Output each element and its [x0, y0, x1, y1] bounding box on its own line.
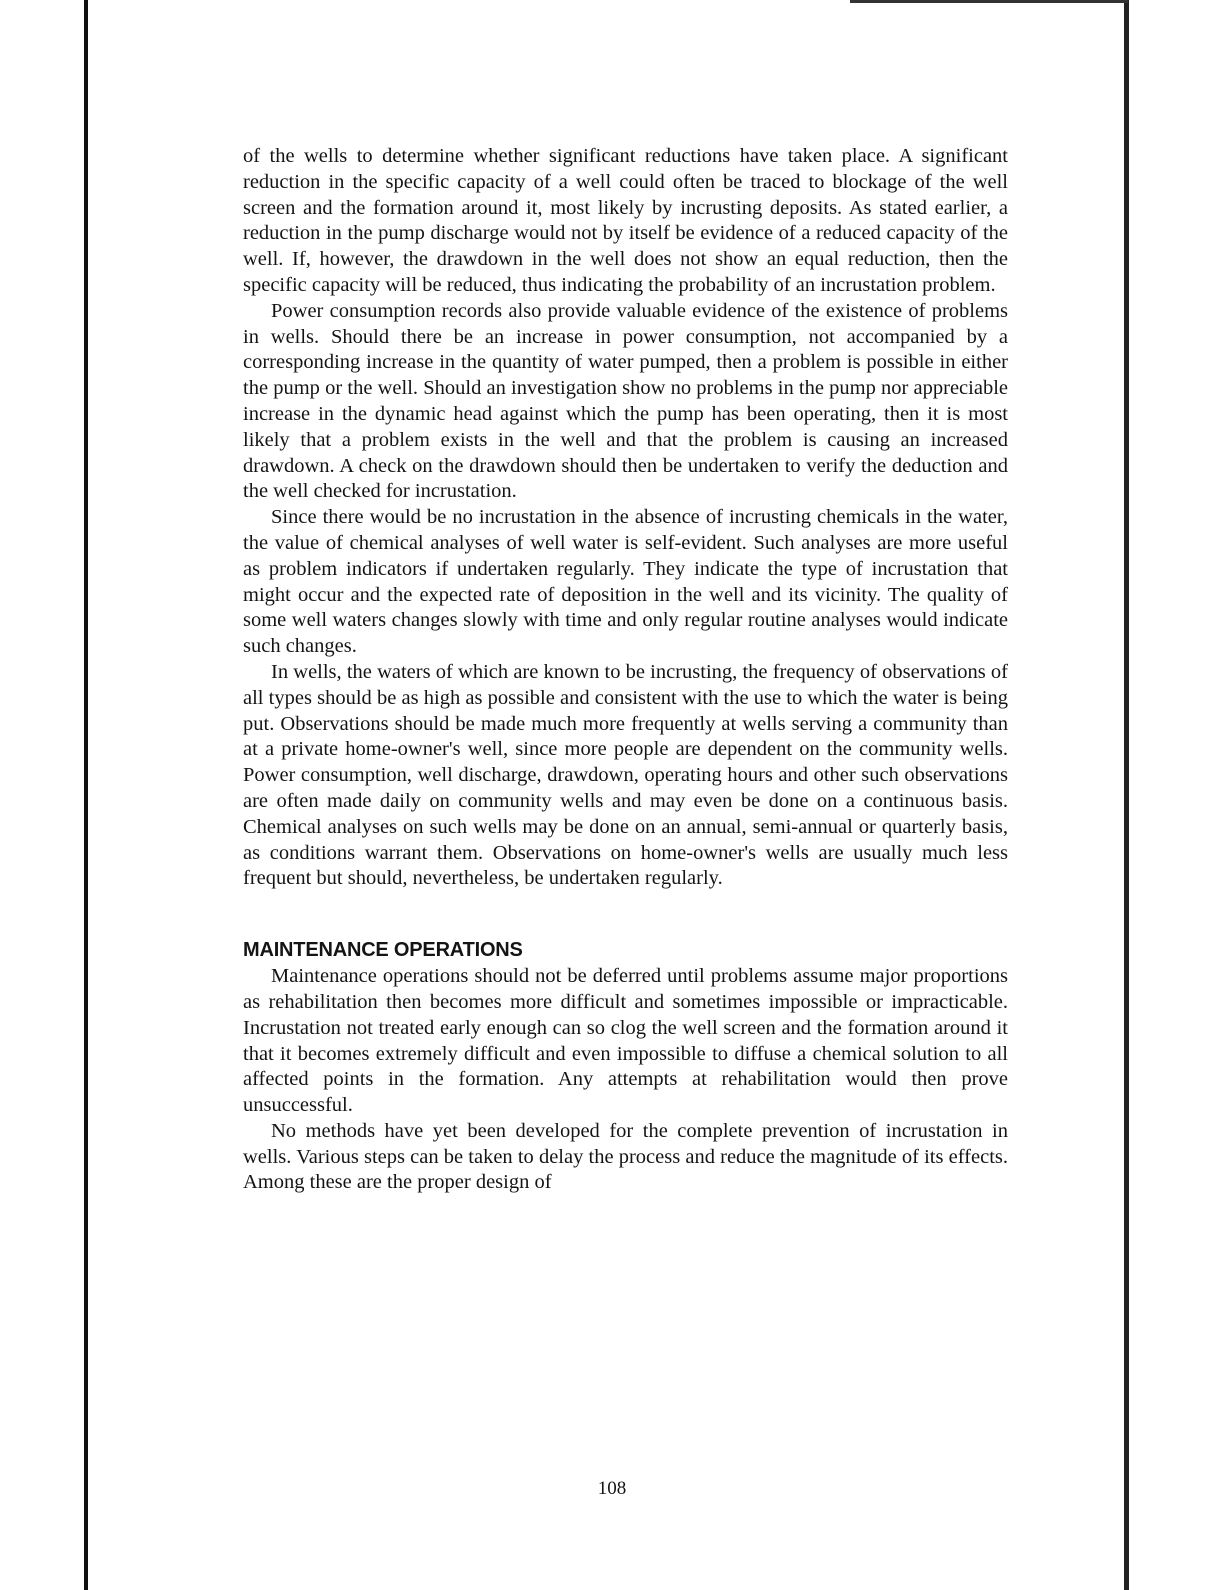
paragraph-chemical-analyses: Since there would be no incrustation in the absence of incrusting chemicals in the water, the value of chemical analyses of well water is self-evident. Such analyses are more useful as problem indicators if undertaken regularly. They indicate the type of incrustation that might occur and the expected rate of deposition in the well and its vicinity. The quality of some well waters changes slowly with time and only regular routine analyses would indicate such changes. — [243, 506, 1008, 658]
scan-top-edge — [850, 0, 1128, 3]
paragraph-continuation: of the wells to determine whether significant reductions have taken place. A significant reduction in the specific capacity of a well could often be traced to blockage of the well screen and the formation around it, most likely by incrusting deposits. As stated earlier, a reduction in the pump discharge would not by itself be evidence of a reduced capacity of the well. If, however, the drawdown in the well does not show an equal reduction, then the specific capacity will be reduced, thus indicating the probability of an incrustation problem. — [243, 145, 1008, 296]
page-number: 108 — [597, 1478, 627, 1499]
paragraph-maintenance: Maintenance operations should not be deferred until problems assume major proportions as rehabilitation then becomes more difficult and sometimes impossible or impracticable. Incrustation not treated early enough can so clog the well screen and the formation around it that it becomes extremely difficult and even impossible to diffuse a chemical solution to all affected points in the formation. Any attempts at rehabilitation would then prove unsuccessful. — [243, 965, 1008, 1117]
paragraph-prevention: No methods have yet been developed for the complete prevention of incrustation in wells. Various steps can be taken to delay the process and reduce the magnitude of its effects. Among these are the proper design of — [243, 1119, 1008, 1194]
scan-right-border — [1124, 0, 1129, 1590]
paragraph-observation-frequency: In wells, the waters of which are known to be incrusting, the frequency of observations of all types should be as high as possible and consistent with the use to which the water is being put. Observations should be made much more frequently at wells serving a community than at a private home-owner's well, since more people are dependent on the community wells. Power consumption, well discharge, drawdown, operating hours and other such observations are often made daily on community wells and may even be done on a continuous basis. Chemical analyses on such wells may be done on an annual, semi-annual or quarterly basis, as conditions warrant them. Observations on home-owner's wells are usually much less frequent but should, nevertheless, be undertaken regularly. — [243, 660, 1008, 890]
scan-left-border — [84, 0, 88, 1590]
paragraph-power-consumption: Power consumption records also provide valuable evidence of the existence of problems in wells. Should there be an increase in power consumption, not accompanied by a corresponding increase in the quantity of water pumped, then a problem is possible in either the pump or the well. Should an investigation show no problems in the pump nor appreciable increase in the dynamic head against which the pump has been operating, then it is most likely that a problem exists in the well and that the problem is causing an increased drawdown. A check on the drawdown should then be undertaken to verify the deduction and the well checked for incrustation. — [243, 299, 1008, 503]
page-body — [243, 144, 1008, 1196]
section-heading: MAINTENANCE OPERATIONS — [243, 939, 523, 962]
